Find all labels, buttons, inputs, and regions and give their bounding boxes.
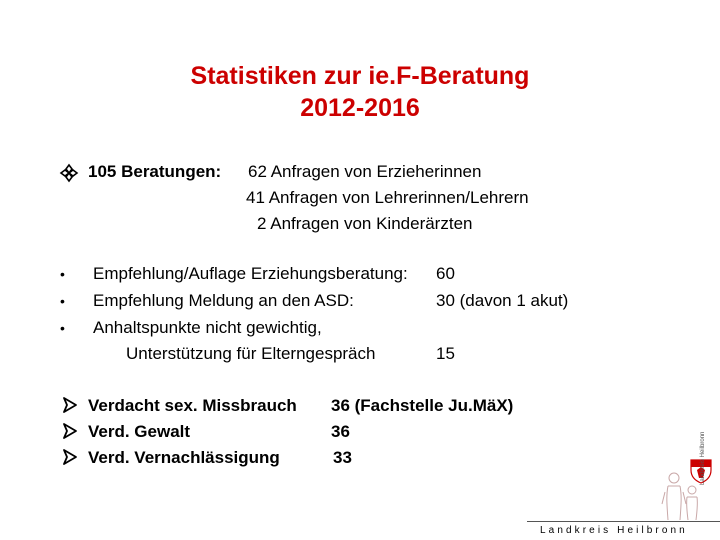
suspicion-label-1: Verdacht sex. Missbrauch bbox=[88, 396, 297, 415]
suspicion-value-1: 36 (Fachstelle Ju.MäX) bbox=[331, 396, 514, 415]
suspicion-value-3: 33 bbox=[333, 448, 352, 467]
consultations-label: 105 Beratungen: bbox=[88, 162, 222, 181]
suspicion-label-2: Verd. Gewalt bbox=[88, 422, 191, 441]
request-line-1: 62 Anfragen von Erzieherinnen bbox=[248, 162, 482, 181]
suspicion-value-2: 36 bbox=[331, 422, 350, 441]
page-title bbox=[0, 60, 720, 124]
side-org-label: Landkreis Heilbronn bbox=[700, 431, 706, 485]
footer-divider bbox=[527, 521, 720, 522]
recommendation-label-3: Anhaltspunkte nicht gewichtig, bbox=[93, 318, 322, 337]
bullet-dot: • bbox=[60, 266, 65, 282]
recommendation-label-1: Empfehlung/Auflage Erziehungsberatung: bbox=[93, 264, 408, 283]
bullet-dot: • bbox=[60, 320, 65, 336]
recommendation-label-2: Empfehlung Meldung an den ASD: bbox=[93, 291, 354, 310]
bullet-dot: • bbox=[60, 293, 65, 309]
footer-org: Landkreis Heilbronn bbox=[540, 525, 688, 536]
recommendation-value-3: 15 bbox=[436, 344, 455, 363]
recommendation-label-3b: Unterstützung für Elterngespräch bbox=[126, 344, 376, 363]
arrow-bullet-icon bbox=[61, 448, 79, 466]
request-line-3: 2 Anfragen von Kinderärzten bbox=[257, 214, 473, 233]
title-line-1: Statistiken zur ie.F-Beratung bbox=[190, 62, 530, 90]
arrow-bullet-icon bbox=[61, 396, 79, 414]
arrow-bullet-icon bbox=[61, 422, 79, 440]
suspicion-label-3: Verd. Vernachlässigung bbox=[88, 448, 280, 467]
request-line-2: 41 Anfragen von Lehrerinnen/Lehrern bbox=[246, 188, 529, 207]
recommendation-value-1: 60 bbox=[436, 264, 455, 283]
title-line-2: 2012-2016 bbox=[300, 94, 420, 122]
recommendation-value-2: 30 (davon 1 akut) bbox=[436, 291, 569, 310]
diamond-bullet-icon bbox=[58, 162, 80, 184]
